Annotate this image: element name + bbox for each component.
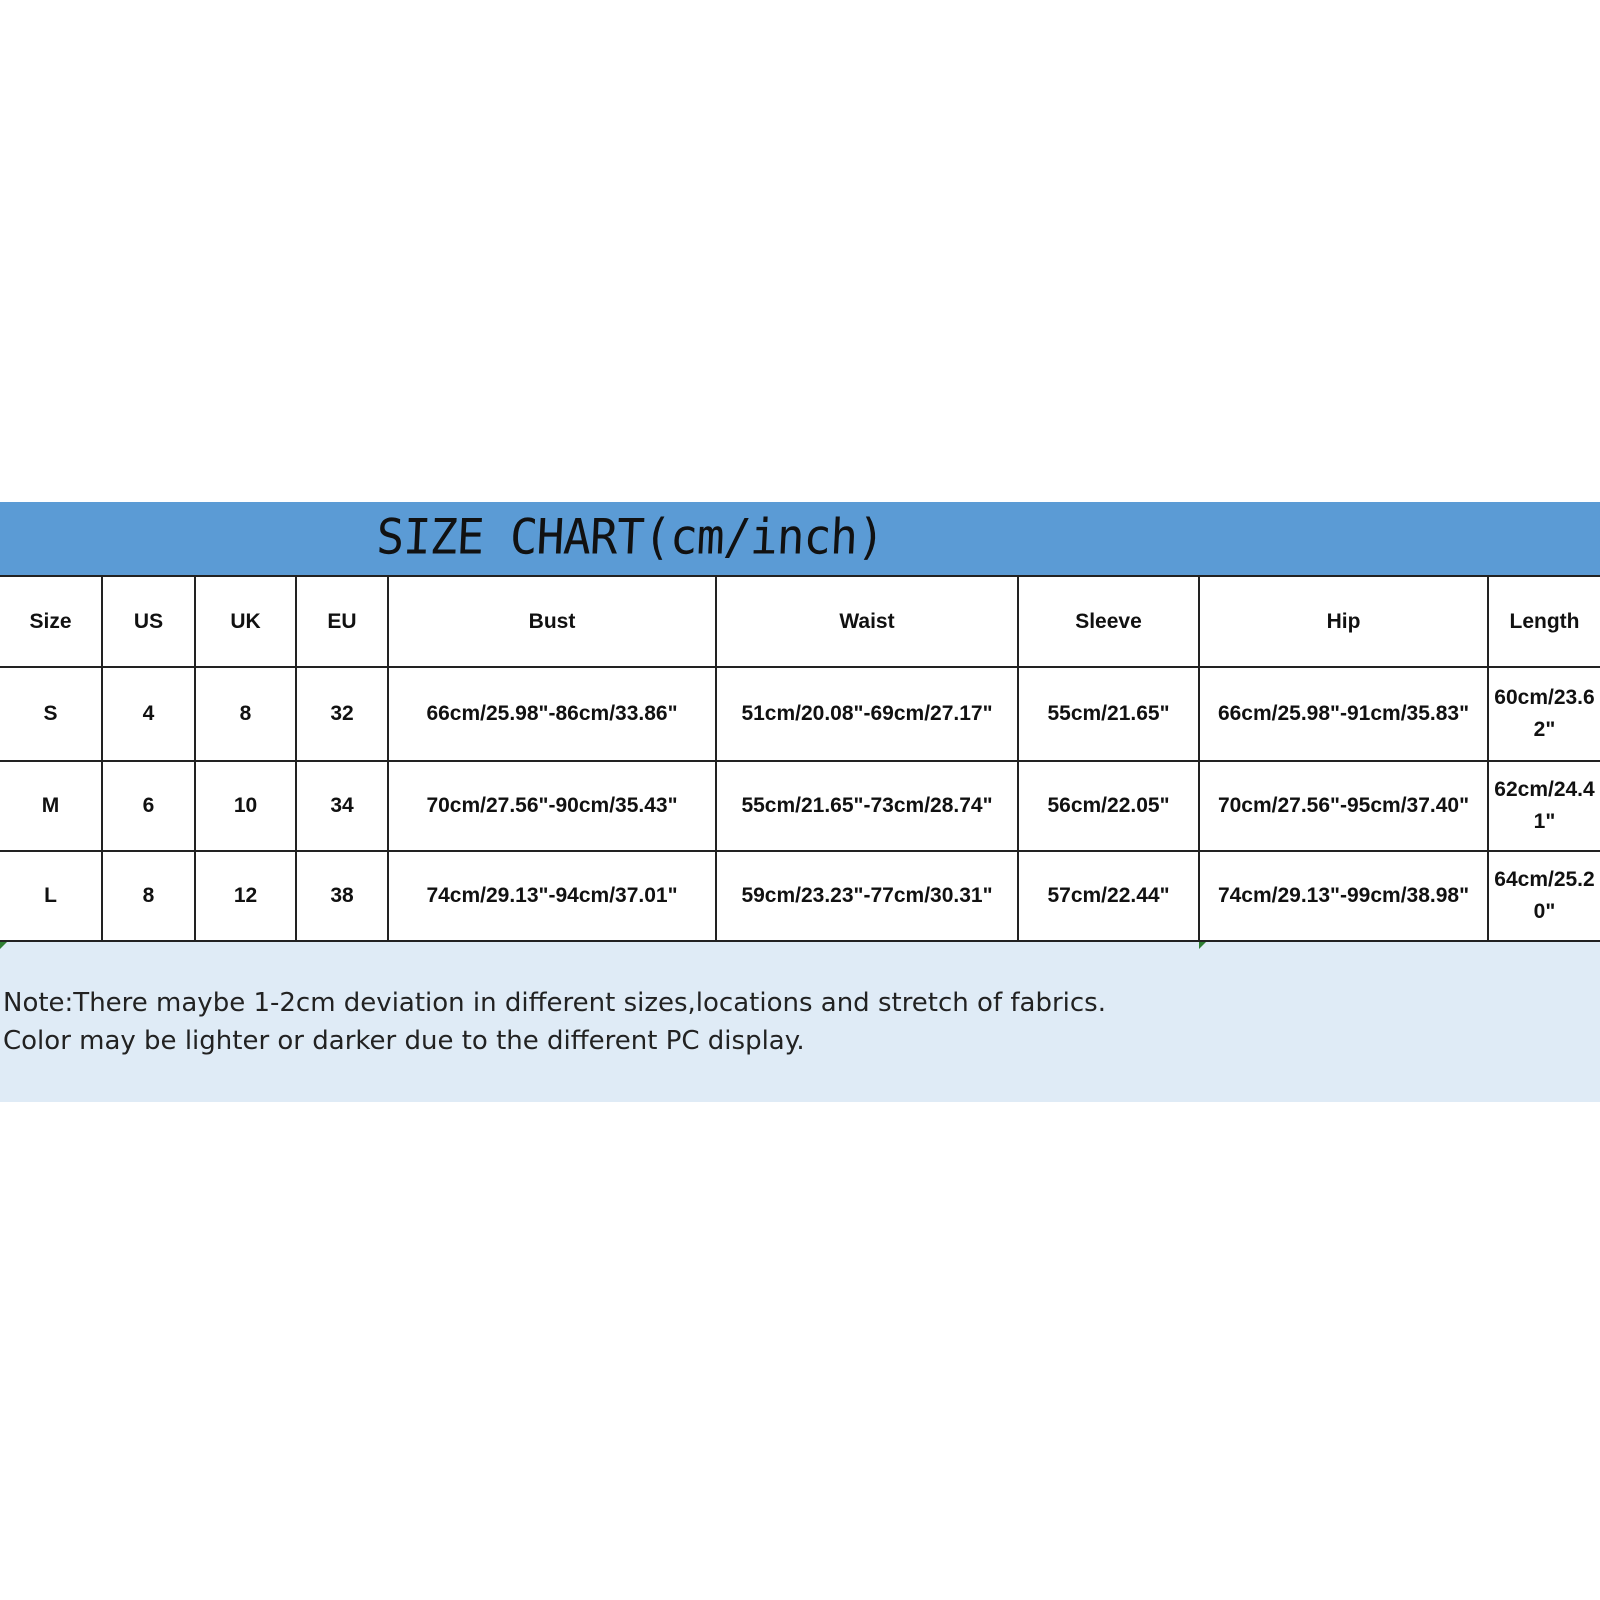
table-row	[0, 761, 1600, 851]
cell-marker-icon	[1199, 942, 1206, 949]
header-sleeve: Sleeve	[1018, 577, 1199, 667]
cell-eu: 34	[296, 761, 388, 851]
cell-us: 6	[102, 761, 195, 851]
note-line-color: Color may be lighter or darker due to the different PC display.	[3, 1026, 805, 1056]
cell-length: 60cm/23.62"	[1488, 667, 1600, 761]
cell-length: 64cm/25.20"	[1488, 851, 1600, 941]
header-row	[0, 577, 1600, 667]
header-bust: Bust	[388, 577, 716, 667]
size-chart	[0, 502, 1600, 1102]
cell-eu: 38	[296, 851, 388, 941]
cell-marker-icon	[0, 942, 7, 949]
cell-bust: 70cm/27.56"-90cm/35.43"	[388, 761, 716, 851]
cell-sleeve: 57cm/22.44"	[1018, 851, 1199, 941]
cell-uk: 8	[195, 667, 296, 761]
cell-bust: 66cm/25.98"-86cm/33.86"	[388, 667, 716, 761]
cell-sleeve: 55cm/21.65"	[1018, 667, 1199, 761]
cell-hip: 74cm/29.13"-99cm/38.98"	[1199, 851, 1488, 941]
note-box	[0, 942, 1600, 1102]
cell-waist: 51cm/20.08"-69cm/27.17"	[716, 667, 1018, 761]
cell-length: 62cm/24.41"	[1488, 761, 1600, 851]
cell-sleeve: 56cm/22.05"	[1018, 761, 1199, 851]
cell-uk: 12	[195, 851, 296, 941]
cell-uk: 10	[195, 761, 296, 851]
cell-eu: 32	[296, 667, 388, 761]
cell-size: S	[0, 667, 102, 761]
header-length: Length	[1488, 577, 1600, 667]
header-us: US	[102, 577, 195, 667]
table-row	[0, 667, 1600, 761]
cell-hip: 66cm/25.98"-91cm/35.83"	[1199, 667, 1488, 761]
header-hip: Hip	[1199, 577, 1488, 667]
header-uk: UK	[195, 577, 296, 667]
header-eu: EU	[296, 577, 388, 667]
note-line-deviation: Note:There maybe 1-2cm deviation in different sizes,locations and stretch of fabrics.	[3, 988, 1106, 1018]
chart-title: SIZE CHART(cm/inch)	[375, 508, 886, 566]
cell-hip: 70cm/27.56"-95cm/37.40"	[1199, 761, 1488, 851]
size-table	[0, 577, 1600, 942]
cell-waist: 55cm/21.65"-73cm/28.74"	[716, 761, 1018, 851]
header-waist: Waist	[716, 577, 1018, 667]
cell-us: 8	[102, 851, 195, 941]
cell-bust: 74cm/29.13"-94cm/37.01"	[388, 851, 716, 941]
cell-us: 4	[102, 667, 195, 761]
title-bar	[0, 502, 1600, 577]
cell-size: M	[0, 761, 102, 851]
cell-size: L	[0, 851, 102, 941]
table-row	[0, 851, 1600, 941]
header-size: Size	[0, 577, 102, 667]
cell-waist: 59cm/23.23"-77cm/30.31"	[716, 851, 1018, 941]
